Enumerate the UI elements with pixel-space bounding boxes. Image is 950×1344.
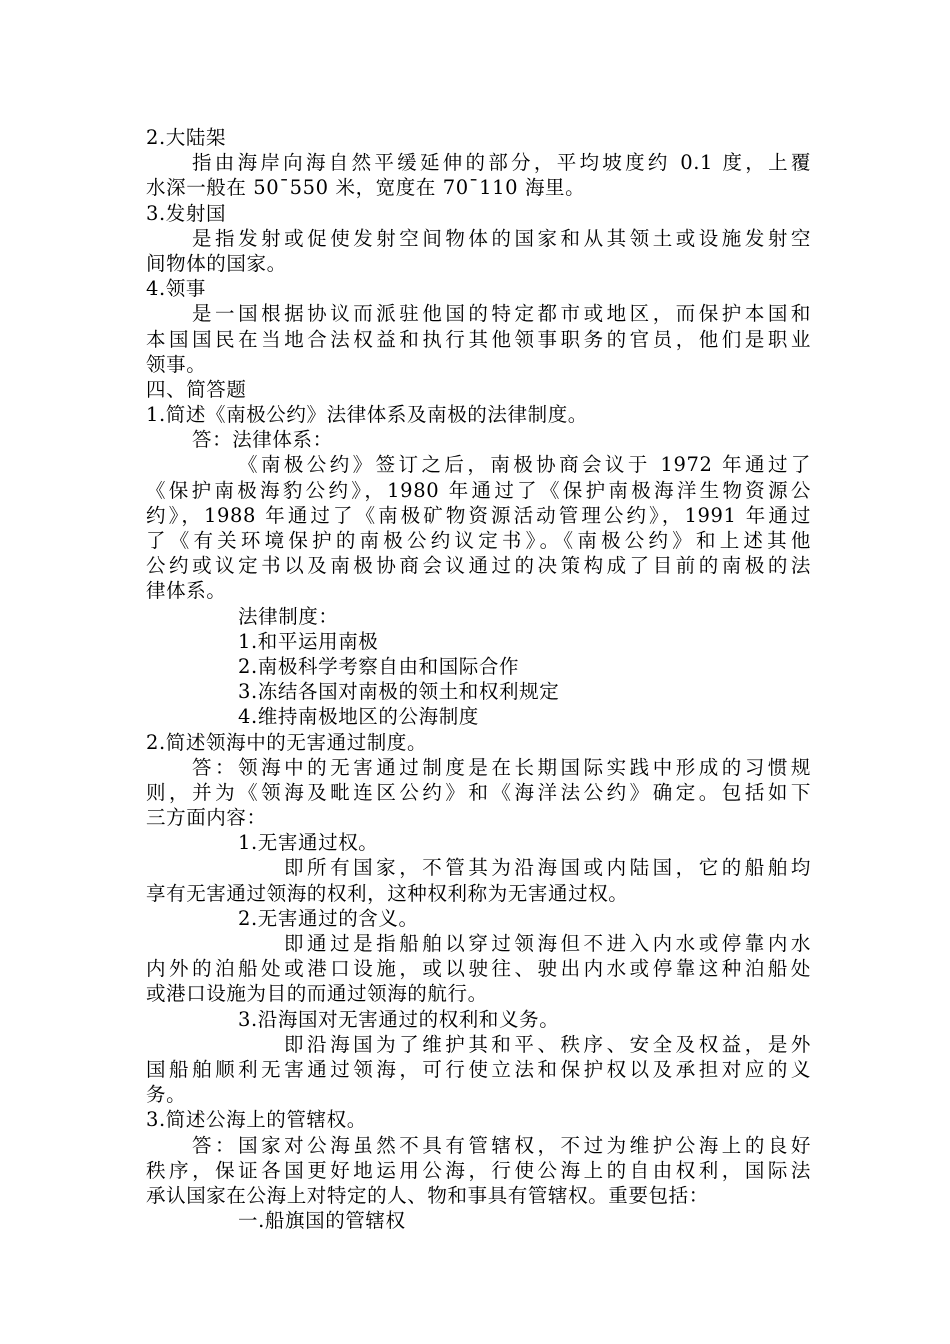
text-line: 务。 (146, 1083, 187, 1107)
text-line: 间物体的国家。 (146, 251, 287, 275)
text-line: 内外的泊船处或港口设施，或以驶往、驶出内水或停靠这种泊船处 (146, 957, 811, 981)
text-line: 2.无害通过的含义。 (238, 906, 419, 930)
text-line: 即沿海国为了维护其和平、秩序、安全及权益，是外 (284, 1032, 811, 1056)
text-line: 1.简述《南极公约》法律体系及南极的法律制度。 (146, 403, 588, 427)
text-line: 承认国家在公海上对特定的人、物和事具有管辖权。重要包括： (146, 1183, 709, 1207)
text-line: 本国国民在当地合法权益和执行其他领事职务的官员，他们是职业 (146, 327, 811, 351)
text-line: 四、简答题 (146, 377, 247, 401)
text-line: 4.维持南极地区的公海制度 (238, 705, 479, 729)
text-line: 公约或议定书以及南极协商会议通过的决策构成了目前的南极的法 (146, 554, 811, 578)
text-line: 3.冻结各国对南极的领土和权利规定 (238, 680, 560, 704)
text-line: 了《有关环境保护的南极公约议定书》。《南极公约》和上述其他 (146, 529, 811, 552)
text-line: 3.简述公海上的管辖权。 (146, 1108, 367, 1132)
text-line: 3.沿海国对无害通过的权利和义务。 (238, 1007, 560, 1031)
text-line: 《南极公约》签订之后，南极协商会议于 1972 年通过了 (238, 453, 811, 477)
text-line: 水深一般在 50¯550 米，宽度在 70¯110 海里。 (146, 176, 586, 200)
text-line: 1.和平运用南极 (238, 629, 379, 653)
text-line: 即所有国家，不管其为沿海国或内陆国，它的船舶均 (284, 856, 811, 880)
text-line: 秩序，保证各国更好地运用公海，行使公海上的自由权利，国际法 (146, 1158, 811, 1182)
text-line: 答：国家对公海虽然不具有管辖权，不过为维护公海上的良好 (192, 1133, 811, 1157)
document-page (146, 125, 811, 1233)
text-line: 3.发射国 (146, 201, 227, 225)
text-line: 指由海岸向海自然平缓延伸的部分，平均坡度约 0.1 度，上覆 (192, 151, 811, 175)
text-line: 《保护南极海豹公约》，1980 年通过了《保护南极海洋生物资源公 (146, 478, 811, 502)
text-line: 答：法律体系： (192, 428, 333, 452)
text-line: 1.无害通过权。 (238, 831, 379, 855)
text-line: 享有无害通过领海的权利，这种权利称为无害通过权。 (146, 881, 629, 905)
text-line: 领事。 (146, 352, 207, 376)
text-line: 是指发射或促使发射空间物体的国家和从其领土或设施发射空 (192, 226, 811, 250)
text-line: 三方面内容： (146, 806, 267, 830)
text-line: 2.大陆架 (146, 126, 227, 149)
text-line: 即通过是指船舶以穿过领海但不进入内水或停靠内水 (284, 932, 811, 955)
text-line: 4.领事 (146, 277, 207, 301)
text-line: 2.简述领海中的无害通过制度。 (146, 730, 428, 754)
text-line: 答：领海中的无害通过制度是在长期国际实践中形成的习惯规 (192, 755, 811, 779)
text-line: 约》，1988 年通过了《南极矿物资源活动管理公约》，1991 年通过 (146, 503, 811, 527)
text-line: 一.船旗国的管辖权 (238, 1209, 406, 1233)
text-line: 或港口设施为目的而通过领海的航行。 (146, 982, 488, 1006)
text-line: 法律制度： (238, 604, 339, 628)
text-line: 国船舶顺利无害通过领海，可行使立法和保护权以及承担对应的义 (146, 1057, 811, 1081)
text-line: 律体系。 (146, 579, 227, 603)
text-line: 2.南极科学考察自由和国际合作 (238, 654, 520, 678)
text-line: 是一国根据协议而派驻他国的特定都市或地区，而保护本国和 (192, 302, 811, 326)
text-line: 则，并为《领海及毗连区公约》和《海洋法公约》确定。包括如下 (146, 780, 811, 804)
